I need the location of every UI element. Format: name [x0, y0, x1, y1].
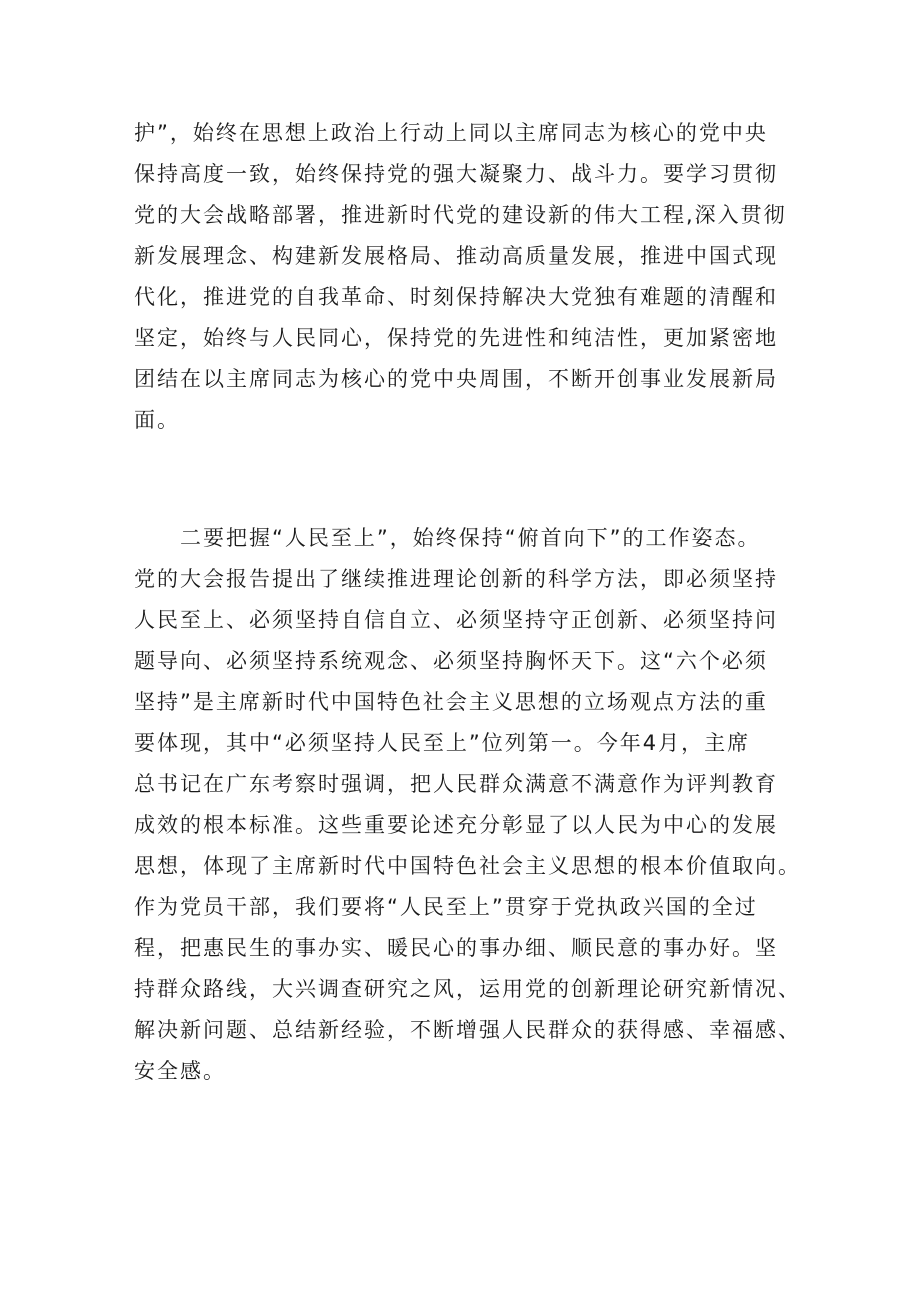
paragraph-line: 党的大会战略部署，推进新时代党的建设新的伟大工程,深入贯彻 — [134, 203, 787, 227]
paragraph-line: 新发展理念、构建新发展格局、推动高质量发展，推进中国式现 — [134, 244, 778, 268]
paragraph-line: 程，把惠民生的事办实、暖民心的事办细、顺民意的事办好。坚 — [134, 936, 778, 960]
paragraph-line: 党的大会报告提出了继续推进理论创新的科学方法，即必须坚持 — [134, 567, 778, 591]
paragraph-line: 面。 — [134, 408, 180, 432]
paragraph-line: 安全感。 — [134, 1059, 226, 1083]
paragraph-line: 成效的根本标准。这些重要论述充分彰显了以人民为中心的发展 — [134, 813, 778, 837]
paragraph-line: 解决新问题、总结新经验，不断增强人民群众的获得感、幸福感、 — [134, 1018, 801, 1042]
paragraph-line: 人民至上、必须坚持自信自立、必须坚持守正创新、必须坚持问 — [134, 608, 778, 632]
paragraph-1 — [134, 113, 824, 441]
paragraph-line: 坚定，始终与人民同心，保持党的先进性和纯洁性，更加紧密地 — [134, 326, 778, 350]
paragraph-2 — [134, 518, 824, 1092]
paragraph-line: 思想，体现了主席新时代中国特色社会主义思想的根本价值取向。 — [134, 854, 801, 878]
paragraph-line: 二要把握“人民至上”，始终保持“俯首向下”的工作姿态。 — [134, 526, 761, 550]
paragraph-line: 坚持”是主席新时代中国特色社会主义思想的立场观点方法的重 — [134, 690, 768, 714]
paragraph-line: 保持高度一致，始终保持党的强大凝聚力、战斗力。要学习贯彻 — [134, 162, 778, 186]
paragraph-line: 题导向、必须坚持系统观念、必须坚持胸怀天下。这“六个必须 — [134, 649, 768, 673]
paragraph-line: 总书记在广东考察时强调，把人民群众满意不满意作为评判教育 — [134, 772, 778, 796]
paragraph-line: 持群众路线，大兴调查研究之风，运用党的创新理论研究新情况、 — [134, 977, 801, 1001]
paragraph-line: 护”，始终在思想上政治上行动上同以主席同志为核心的党中央 — [134, 121, 768, 145]
paragraph-line: 要体现，其中“必须坚持人民至上”位列第一。今年4月，主席 — [134, 731, 751, 755]
paragraph-line: 代化，推进党的自我革命、时刻保持解决大党独有难题的清醒和 — [134, 285, 778, 309]
paragraph-line: 团结在以主席同志为核心的党中央周围，不断开创事业发展新局 — [134, 367, 778, 391]
paragraph-line: 作为党员干部，我们要将“人民至上”贯穿于党执政兴国的全过 — [134, 895, 758, 919]
